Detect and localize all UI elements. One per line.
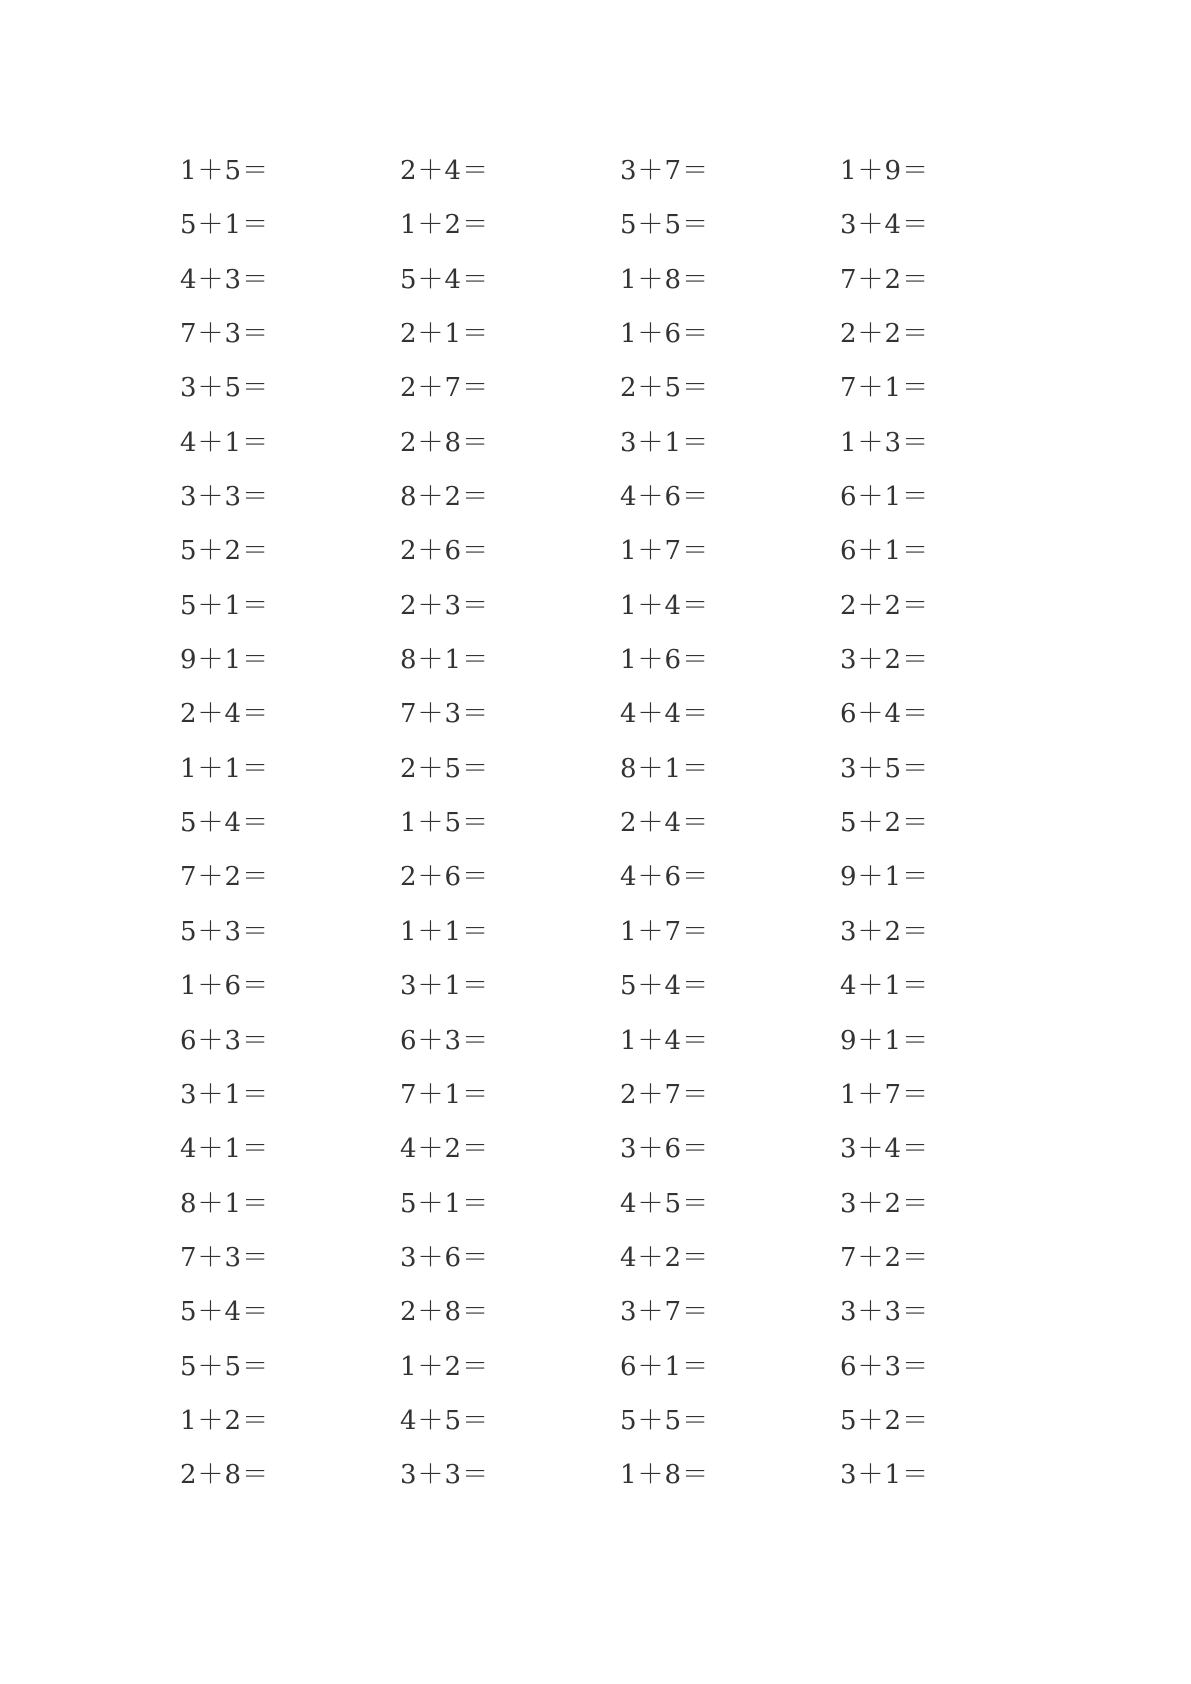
math-problem: 7＋1＝ (400, 1079, 490, 1110)
math-problem: 7＋3＝ (400, 699, 490, 730)
math-problem: 3＋2＝ (840, 645, 930, 676)
math-problem: 1＋7＝ (620, 916, 710, 947)
math-problem: 4＋5＝ (400, 1405, 490, 1436)
math-problem: 2＋1＝ (400, 319, 490, 350)
math-problem: 5＋2＝ (840, 1405, 930, 1436)
math-problem: 2＋5＝ (620, 373, 710, 404)
math-problem: 5＋1＝ (180, 590, 270, 621)
math-problem: 7＋2＝ (840, 1242, 930, 1273)
math-problem: 5＋4＝ (620, 971, 710, 1002)
math-problem: 2＋5＝ (400, 753, 490, 784)
math-problem: 8＋2＝ (400, 482, 490, 513)
math-problem: 2＋4＝ (400, 156, 490, 186)
math-problem: 3＋1＝ (840, 1460, 930, 1491)
math-problem: 6＋3＝ (840, 1351, 930, 1382)
math-problem: 1＋1＝ (180, 753, 270, 784)
math-problem: 4＋3＝ (180, 264, 270, 295)
math-problem: 2＋3＝ (400, 590, 490, 621)
math-problem: 6＋1＝ (840, 482, 930, 513)
math-problem: 1＋7＝ (620, 536, 710, 567)
math-problem: 3＋5＝ (840, 753, 930, 784)
math-problem: 3＋5＝ (180, 373, 270, 404)
math-problem: 4＋1＝ (840, 971, 930, 1002)
math-problem: 6＋1＝ (840, 536, 930, 567)
math-problem: 3＋3＝ (180, 482, 270, 513)
math-problem: 1＋3＝ (840, 427, 930, 458)
math-problem: 3＋1＝ (400, 971, 490, 1002)
math-problem: 3＋6＝ (400, 1242, 490, 1273)
math-problem: 5＋3＝ (180, 916, 270, 947)
math-problem: 3＋4＝ (840, 1134, 930, 1165)
math-problem: 3＋7＝ (620, 156, 710, 186)
math-problem: 4＋1＝ (180, 427, 270, 458)
math-problem: 1＋6＝ (620, 645, 710, 676)
math-problem: 1＋5＝ (180, 156, 270, 186)
math-problem: 3＋6＝ (620, 1134, 710, 1165)
math-problem: 5＋4＝ (400, 264, 490, 295)
math-problem: 3＋1＝ (180, 1079, 270, 1110)
math-problem: 2＋7＝ (400, 373, 490, 404)
math-problem: 9＋1＝ (840, 862, 930, 893)
math-problem: 3＋7＝ (620, 1297, 710, 1328)
math-problem: 5＋2＝ (840, 808, 930, 839)
math-problem: 7＋3＝ (180, 1242, 270, 1273)
math-problem: 3＋2＝ (840, 916, 930, 947)
math-problem: 7＋1＝ (840, 373, 930, 404)
math-problem: 2＋2＝ (840, 590, 930, 621)
math-problem: 3＋2＝ (840, 1188, 930, 1219)
math-problem: 8＋1＝ (620, 753, 710, 784)
math-problem: 2＋8＝ (400, 427, 490, 458)
math-problem: 1＋5＝ (400, 808, 490, 839)
math-problem: 5＋5＝ (620, 1405, 710, 1436)
math-problem: 3＋4＝ (840, 210, 930, 241)
math-problem: 1＋6＝ (620, 319, 710, 350)
math-problem: 1＋1＝ (400, 916, 490, 947)
math-problem: 2＋6＝ (400, 862, 490, 893)
math-problem: 5＋1＝ (400, 1188, 490, 1219)
math-problem: 6＋3＝ (180, 1025, 270, 1056)
math-problem: 4＋2＝ (620, 1242, 710, 1273)
math-problem: 2＋6＝ (400, 536, 490, 567)
math-problem: 2＋8＝ (180, 1460, 270, 1491)
math-problem: 1＋2＝ (180, 1405, 270, 1436)
math-problem: 2＋2＝ (840, 319, 930, 350)
math-problem: 6＋3＝ (400, 1025, 490, 1056)
math-problem: 1＋9＝ (840, 156, 930, 186)
math-problem: 4＋2＝ (400, 1134, 490, 1165)
math-problem: 6＋4＝ (840, 699, 930, 730)
math-problem: 5＋2＝ (180, 536, 270, 567)
math-problem: 1＋2＝ (400, 1351, 490, 1382)
math-problem: 7＋2＝ (840, 264, 930, 295)
math-problem: 5＋5＝ (180, 1351, 270, 1382)
math-problem: 1＋4＝ (620, 590, 710, 621)
math-problem: 8＋1＝ (400, 645, 490, 676)
math-problem: 3＋3＝ (840, 1297, 930, 1328)
math-problem: 1＋8＝ (620, 264, 710, 295)
math-problem: 4＋6＝ (620, 862, 710, 893)
math-problem: 4＋4＝ (620, 699, 710, 730)
math-problem: 1＋4＝ (620, 1025, 710, 1056)
math-problem: 1＋7＝ (840, 1079, 930, 1110)
math-problem: 5＋4＝ (180, 808, 270, 839)
math-problem: 2＋4＝ (620, 808, 710, 839)
math-problem: 1＋2＝ (400, 210, 490, 241)
math-problem: 5＋5＝ (620, 210, 710, 241)
math-problem: 8＋1＝ (180, 1188, 270, 1219)
math-problem: 4＋6＝ (620, 482, 710, 513)
math-problem: 2＋7＝ (620, 1079, 710, 1110)
math-problem: 9＋1＝ (180, 645, 270, 676)
worksheet-grid (180, 144, 1060, 1503)
math-problem: 2＋8＝ (400, 1297, 490, 1328)
math-problem: 3＋1＝ (620, 427, 710, 458)
math-problem: 4＋5＝ (620, 1188, 710, 1219)
math-problem: 9＋1＝ (840, 1025, 930, 1056)
math-problem: 5＋1＝ (180, 210, 270, 241)
math-problem: 2＋4＝ (180, 699, 270, 730)
math-problem: 4＋1＝ (180, 1134, 270, 1165)
math-problem: 1＋8＝ (620, 1460, 710, 1491)
math-problem: 3＋3＝ (400, 1460, 490, 1491)
math-problem: 1＋6＝ (180, 971, 270, 1002)
math-problem: 5＋4＝ (180, 1297, 270, 1328)
math-problem: 7＋3＝ (180, 319, 270, 350)
math-problem: 6＋1＝ (620, 1351, 710, 1382)
math-problem: 7＋2＝ (180, 862, 270, 893)
